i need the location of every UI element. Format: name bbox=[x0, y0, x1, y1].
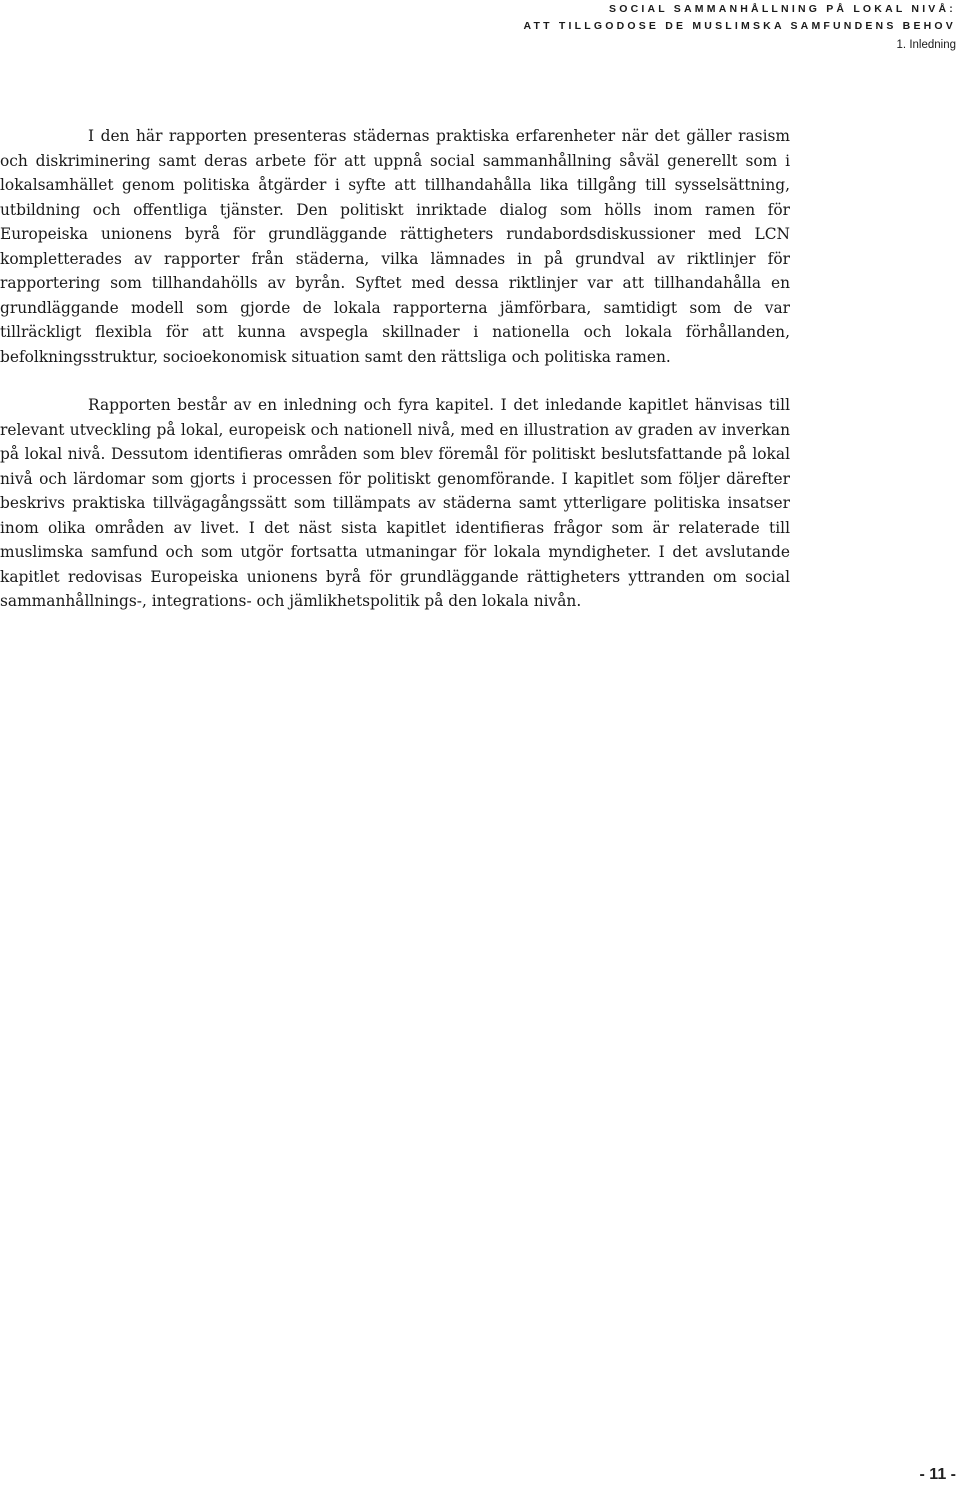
paragraph-1: I den här rapporten presenteras städernas praktiska erfarenheter när det gäller rasism och diskriminering samt deras arbete för att uppnå social sammanhållning såväl generellt som i lokalsamhället genom politiska åtgärder i syfte att tillhandahålla lika tillgång till sysselsättning, utbildning och offentliga tjänster. Den politiskt inriktade dialog som hölls inom ramen för Europeiska unionens byrå för grundläggande rättigheters rundabordsdiskussioner med LCN kompletterades av rapporter från städerna, vilka lämnades in på grundval av riktlinjer för rapportering som tillhandahölls av byrån. Syftet med dessa riktlinjer var att tillhandahålla en grundläggande modell som gjorde de lokala rapporterna jämförbara, samtidigt som de var tillräckligt flexibla för att kunna avspegla skillnader i nationella och lokala förhållanden, befolkningsstruktur, socioekonomisk situation samt den rättsliga och politiska ramen. bbox=[0, 127, 790, 366]
body-text bbox=[0, 124, 790, 614]
paragraph-2: Rapporten består av en inledning och fyra kapitel. I det inledande kapitlet hänvisas till relevant utveckling på lokal, europeisk och nationell nivå, med en illustration av graden av inverkan på lokal nivå. Dessutom identifieras områden som blev föremål för politiskt beslutsfattande på lokal nivå och lärdomar som gjorts i processen för politiskt genomförande. I kapitlet som följer därefter beskrivs praktiska tillvägagångssätt som tillämpats av städerna samt ytterligare politiska insatser inom olika områden av livet. I det näst sista kapitlet identifieras frågor som är relaterade till muslimska samfund och som utgör fortsatta utmaningar för lokala myndigheter. I det avslutande kapitlet redovisas Europeiska unionens byrå för grundläggande rättigheters yttranden om social sammanhållnings-, integrations- och jämlikhetspolitik på den lokala nivån. bbox=[0, 396, 790, 610]
page-number: - 11 - bbox=[919, 1466, 956, 1483]
header-title-line-1: SOCIAL SAMMANHÅLLNING PÅ LOKAL NIVÅ: bbox=[609, 3, 956, 15]
header-title-line-2: ATT TILLGODOSE DE MUSLIMSKA SAMFUNDENS BEHOV bbox=[523, 20, 956, 32]
header-section-label: 1. Inledning bbox=[896, 39, 956, 51]
running-header bbox=[524, 0, 956, 54]
